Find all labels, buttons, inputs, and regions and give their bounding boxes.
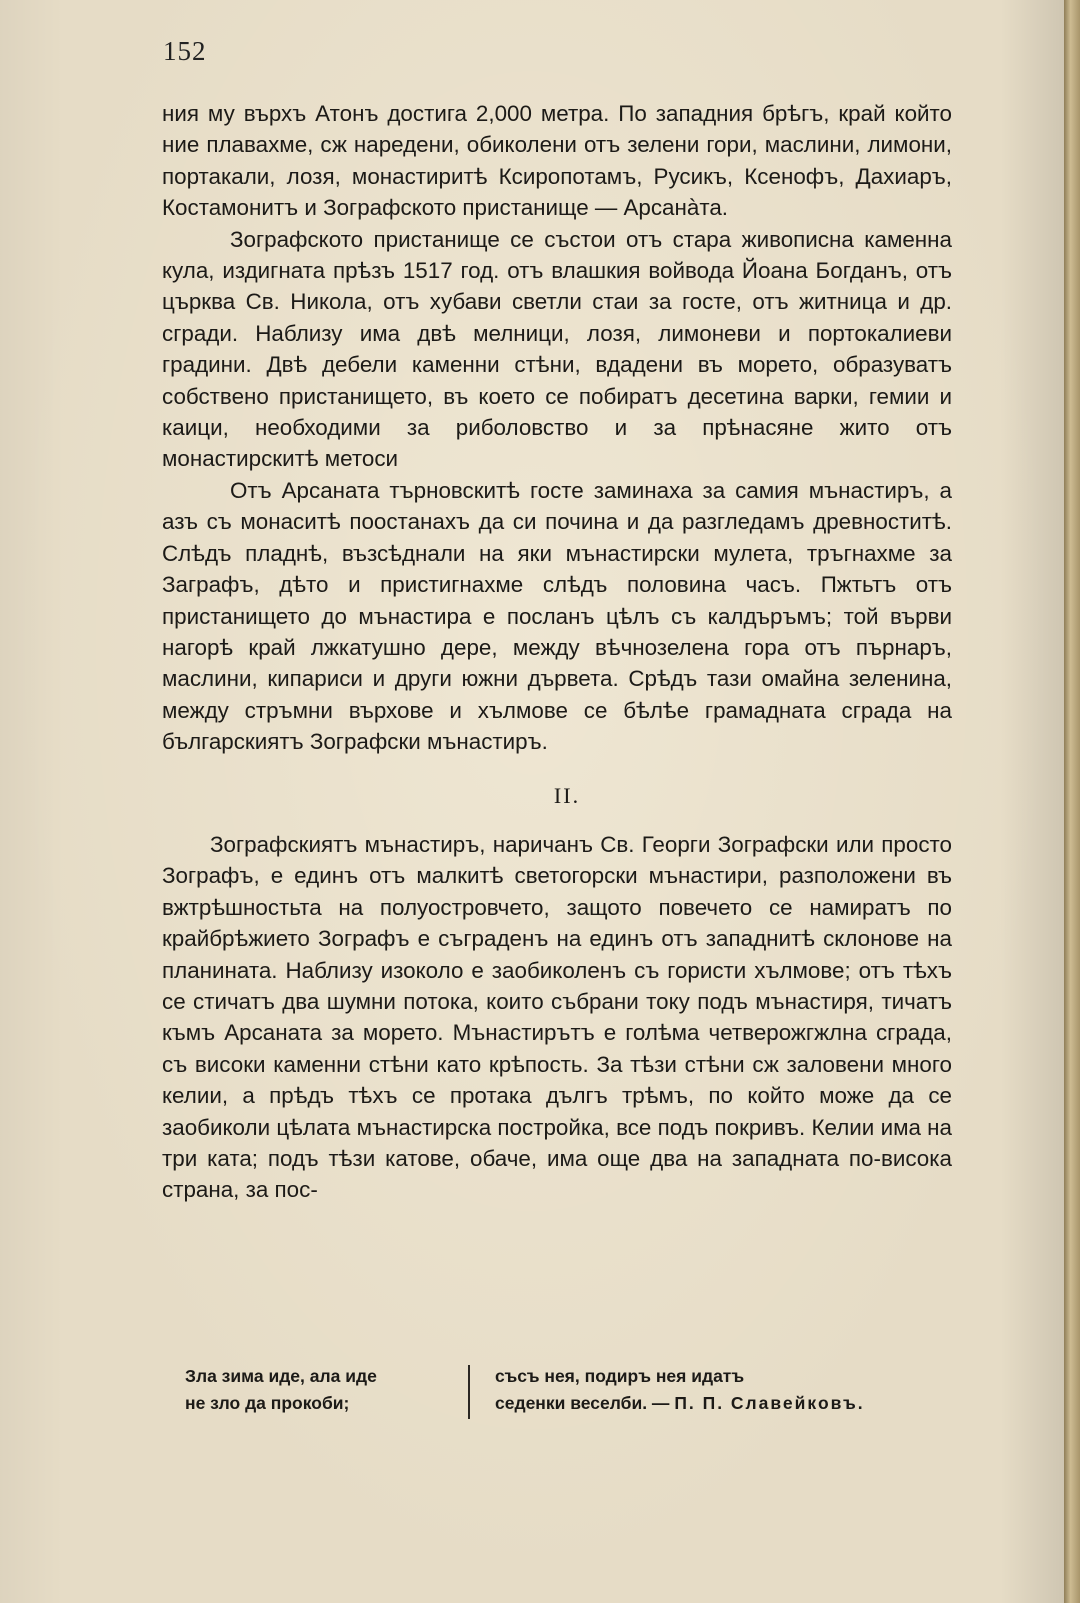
- section-body: [162, 829, 952, 1206]
- body-text: [162, 98, 952, 1206]
- paragraph: Зографскиятъ мънастиръ, наричанъ Св. Георги Зографски или просто Зографъ, е единъ отъ малкитѣ светогорски мънастири, разположени въ вжтрѣшностьта на полуостровчето, защото повечето се намиратъ по крайбрѣжието Зографъ е съграденъ на единъ отъ западнитѣ склонове на планината. Наблизу изоколо е заобиколенъ съ гористи хълмове; отъ тѣхъ се стичатъ два шумни потока, които събрани току подъ мънастиря, тичатъ къмъ Арсаната за морето. Мънастирътъ е голѣма четверожгжлна сграда, съ високи каменни стѣни като крѣпость. За тѣзи стѣни сж заловени много келии, а прѣдъ тѣхъ се протака дългъ трѣмъ, по който може да се заобиколи цѣлата мънастирска постройка, все подъ покривъ. Келии има на три ката; подъ тѣзи катове, обаче, има още два на западната по-висока страна, за пос-: [162, 831, 952, 1203]
- verse-line: [495, 1390, 955, 1417]
- paragraph: ния му върхъ Атонъ достига 2,000 метра. По западния брѣгъ, край който ние плавахме, сж наредени, обиколени отъ зелени гори, маслини, лимони, портакали, лозя, монастиритѣ Ксиропотамъ, Русикъ, Ксенофъ, Дахиаръ, Костамонитъ и Зографското пристанище — Арсанàта.: [162, 101, 952, 221]
- verse-text: седенки веселби. —: [495, 1393, 670, 1413]
- section-heading: II.: [553, 782, 581, 808]
- verse-right-column: [495, 1363, 955, 1417]
- page-number: 152: [163, 36, 207, 66]
- verse-line: Зла зима иде, ала иде: [185, 1366, 377, 1386]
- page-edge: [1064, 0, 1080, 1603]
- verse-divider: [468, 1365, 470, 1419]
- verse-line: не зло да прокоби;: [185, 1393, 350, 1413]
- verse-line: съсъ нея, подиръ нея идатъ: [495, 1366, 745, 1386]
- paragraph: Отъ Арсаната търновскитѣ госте заминаха за самия мънастиръ, а азъ съ монаситѣ поостанахъ да си почина и да разгледамъ древноститѣ. Слѣдъ пладнѣ, възсѣднали на яки мънастирски мулета, тръгнахме за Заграфъ, дѣто и пристигнахме слѣдъ половина часъ. Пжтьтъ отъ пристанището до мънастира е посланъ цѣлъ съ калдъръмъ; той върви нагорѣ край лжкатушно дере, между вѣчнозелена гора отъ пърнаръ, маслини, кипариси и други южни дървета. Срѣдъ тази омайна зеленина, между стръмни върхове и хълмове се бѣлѣе грамадната сграда на българскиятъ Зографски мънастиръ.: [162, 477, 952, 755]
- verse-left-column: [185, 1363, 460, 1417]
- paragraph: Зографското пристанище се състои отъ стара живописна каменна кула, издигната прѣзъ 1517 год. отъ влашкия войвода Йоана Богданъ, отъ църква Св. Никола, отъ хубави светли стаи за госте, отъ житница и др. сгради. Наблизу има двѣ мелници, лозя, лимоневи и портокалиеви градини. Двѣ дебели каменни стѣни, вдадени въ морето, образуватъ собствено пристанището, въ което се побиратъ десетина варки, гемии и каици, необходими за риболовство и за прѣнасяне жито отъ монастирскитѣ метоси: [162, 226, 952, 472]
- verse-author: П. П. Славейковъ.: [674, 1393, 865, 1413]
